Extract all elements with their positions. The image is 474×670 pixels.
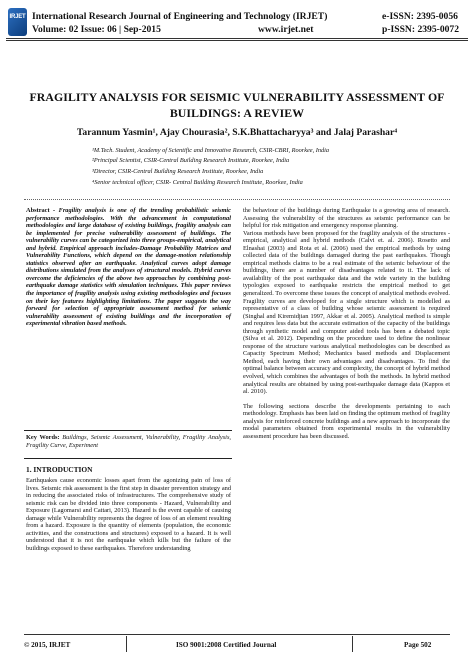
keywords xyxy=(26,434,231,449)
abstract-label: Abstract xyxy=(26,207,50,214)
logo-text: IRJET xyxy=(9,14,26,20)
abstract-body: - Fragility analysis is one of the trending probabilistic seismic performance methodologies. With the advancement in computational methodologies and large database of existing buildings, fragility analysis can be implemented for precise vulnerability assessment of buildings. The vulnerability curves can be categorized into three groups-empirical, analytical and hybrid. Empirical approach includes-Damage Probability Matrices and Vulnerability Functions, which depend on the damage-motion relationship statistics observed after an earthquake. Analytical curves adopt damage distributions simulated from the analyses of structural models. Hybrid curves overcome the deficiencies of the above two approaches by combining post-earthquake damage statistics with simulation techniques. This paper reviews the importance of fragility analysis using existing methodologies and focuses on their key features highlighting limitations. The paper suggests the way forward for selection of appropriate assessment method for seismic vulnerability assessment of existing buildings and the incorporation of experimental vibration based methods. xyxy=(26,207,231,328)
header-rule xyxy=(6,38,468,39)
header-rule-2 xyxy=(6,40,468,41)
title-separator xyxy=(24,199,450,200)
footer-divider-1 xyxy=(126,636,127,652)
affiliation-3: ³Director, CSIR-Central Building Research Institute, Roorkee, India xyxy=(92,168,264,175)
keywords-block xyxy=(26,434,231,449)
keywords-body: Buildings, Seismic Assessment, Vulnerability, Fragility Analysis, Fragility Curve, Experiment xyxy=(26,434,232,449)
journal-name: International Research Journal of Engineering and Technology (IRJET) xyxy=(32,11,328,22)
intro-paragraph-3: The following sections describe the developments pertaining to each methodology. Emphasis has been laid on finding the optimum method of fragility analysis for reinforced concrete buildings and a new approach to incorporate the modal parameters obtained from experimental results in the vulnerability assessment procedure has been discussed. xyxy=(243,402,450,440)
footer-certification: ISO 9001:2008 Certified Journal xyxy=(176,641,277,649)
website-link[interactable]: www.irjet.net xyxy=(258,24,314,35)
abstract xyxy=(26,207,231,328)
journal-logo xyxy=(8,8,27,36)
intro-paragraph-1: the behaviour of the buildings during Earthquake is a growing area of research. Assessing the vulnerability of the structures as seismic performance can be helpful for risk mitigation and emergency response planning. xyxy=(243,207,450,230)
right-column xyxy=(243,207,450,440)
paper-title-line-2: BUILDINGS: A REVIEW xyxy=(169,106,305,120)
paper-title-line-1: FRAGILITY ANALYSIS FOR SEISMIC VULNERABILITY ASSESSMENT OF xyxy=(29,90,445,104)
left-column xyxy=(26,207,231,328)
footer-copyright: © 2015, IRJET xyxy=(24,641,71,649)
affiliation-4: ⁴Senior technical officer, CSIR- Central Building Research Institute, Roorkee, India xyxy=(92,179,303,186)
intro-paragraph-2: Various methods have been proposed for the fragility analysis of the structures - empirical, analytical and hybrid methods (Calvi et. al. 2006). Rosetto and Elnashai (2003) and Rota et al. (2006) used the empirical methods by using collected data of the buildings damaged during the past earthquakes. Though empirical methods claims to be a real estimate of the seismic behaviour of the buildings, there are a number of disadvantages related to it. The lack of availability of the post earthquake data and the wide variety in the building typologies exposed to earthquake restricts the empirical method to get generalized. To overcome these issues the concept of analytical methods evolved. Fragility curves are developed for a single structure which is modelled as representative of a class of building whose seismic assessment is required (Singhal and Kiremidjian 1997, Akkar et al. 2005). Analytical method is simple and requires less data but the accurate estimation of the capacity of the buildings through synthetic model and computer aided tools has been a debated topic (Silva et al. 2012). Depending on the procedure used to define the nonlinear response of the structure various analytical methodologies can be described as Capacity Spectrum Method; Mechanics based methods and Displacement Method, each having their own advantages and disadvantages. To find the optimal balance between accuracy and complexity, the concept of hybrid method evolved, which combines the advantages of both the methods. In hybrid method analytical results are obtained by using post-earthquake damage data (Kappos et al. 2010). xyxy=(243,229,450,396)
keywords-rule xyxy=(24,458,232,459)
abstract-rule xyxy=(24,430,232,431)
affiliation-2: ²Principal Scientist, CSIR-Central Building Research Institute, Roorkee, India xyxy=(92,157,290,164)
issue-info: Volume: 02 Issue: 06 | Sep-2015 xyxy=(32,24,161,35)
keywords-label: Key Words: xyxy=(26,434,60,441)
footer-page-number: Page 502 xyxy=(404,641,432,649)
section-heading-introduction: 1. INTRODUCTION xyxy=(26,465,93,474)
footer-rule xyxy=(24,634,450,635)
footer-divider-2 xyxy=(352,636,353,652)
p-issn: p-ISSN: 2395-0072 xyxy=(382,24,460,35)
introduction-left-text: Earthquakes cause economic losses apart from the agonizing pain of loss of lives. Seismic risk assessment is the first step in disaster prevention strategy and in reducing the associated risks of infrastructures. The comprehensive study of seismic risk can be divided into three components - Hazard, Vulnerability and Exposure (Lagomarsi and Cattari, 2013). Hazard is the event capable of causing damage while Vulnerability represents the degree of loss of an element resulting from a hazard. Exposure is the quantity of elements (population, the economic activities, and the constructions and structures) exposed to a hazard. It is well understood that it is not the earthquake which kills but the failure of the buildings exposed to these earthquakes. Therefore understanding xyxy=(26,477,231,552)
affiliation-1: ¹M.Tech. Student, Academy of Scientific and Innovative Research, CSIR-CBRI, Roorkee, India xyxy=(92,147,330,154)
author-list: Tarannum Yasmin¹, Ajay Chourasia², S.K.Bhattacharyya³ and Jalaj Parashar⁴ xyxy=(76,127,398,138)
e-issn: e-ISSN: 2395-0056 xyxy=(382,11,458,22)
